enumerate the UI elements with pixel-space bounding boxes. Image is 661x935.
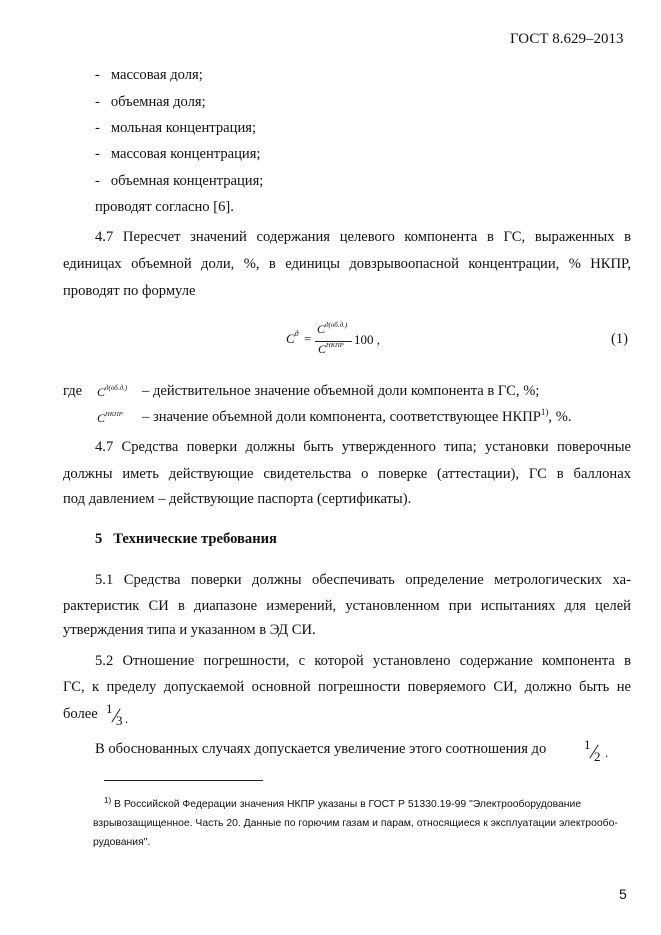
section-title: Технические требования xyxy=(113,531,277,547)
where-symbol-1: $C^{д(об.д.)}$ xyxy=(97,384,128,399)
fraction-one-half: 1 2 . xyxy=(584,737,609,764)
formula-numerator: $C^{д(об.д.)}$ xyxy=(317,321,348,336)
paragraph-line: утверждения типа и указанном в ЭД СИ. xyxy=(63,622,316,638)
paragraph-line: проводят по формуле xyxy=(63,283,196,299)
list-item: - мольная концентрация; xyxy=(95,120,257,136)
paragraph-line: 5.2 Отношение погрешности, с которой установлено содержание компонента в xyxy=(95,653,631,669)
footnote-mark: 1) xyxy=(104,796,112,805)
paragraph-line: единицах объемной доли, %, в единицы довзрывоопасной концентрации, % НКПР, xyxy=(63,256,631,272)
paragraph-line: под давлением – действующие паспорта (сертификаты). xyxy=(63,491,412,507)
footnote-line: $^{1)}$ В Российской Федерации значения НКПР указаны в ГОСТ Р 51330.19-99 "Электрооборудование xyxy=(104,796,582,810)
footnote-line: взрывозащищенное. Часть 20. Данные по горючим газам и парам, относящиеся к эксплуатации электрообо- xyxy=(93,818,618,829)
paragraph-line: более xyxy=(63,706,98,722)
paragraph-line: В обоснованных случаях допускается увеличение этого соотношения до xyxy=(95,741,547,757)
paragraph-line: рактеристик СИ в диапазоне измерений, установленном при испытаниях для целей xyxy=(63,598,631,614)
section-heading xyxy=(95,531,277,548)
list-item: - объемная доля; xyxy=(95,94,206,110)
formula-number: (1) xyxy=(611,331,629,347)
list-item: - массовая концентрация; xyxy=(95,146,261,162)
section-number: 5 xyxy=(95,531,103,547)
list-tail: проводят согласно [6]. xyxy=(95,199,234,215)
paragraph-line: 4.7 Средства поверки должны быть утвержденного типа; установки поверочные xyxy=(95,439,631,455)
page-number: 5 xyxy=(619,886,627,902)
document-header: ГОСТ 8.629–2013 xyxy=(510,31,624,47)
paragraph-line: ГС, к пределу допускаемой основной погрешности поверяемого СИ, должно быть не xyxy=(63,679,631,695)
where-definition-2: – значение объемной доли компонента, соответствующее НКПР$^{1)}$, %. xyxy=(142,407,572,425)
formula-lhs: $C^д$ xyxy=(286,329,299,346)
paragraph-line: 5.1 Средства поверки должны обеспечивать определение метрологических ха- xyxy=(95,572,631,588)
where-definition-1: – действительное значение объемной доли компонента в ГС, %; xyxy=(142,383,540,399)
where-label: где xyxy=(63,383,83,399)
fraction-one-third: 1 3 . xyxy=(106,701,129,728)
formula-denominator: $C^{НКПР}$ xyxy=(318,342,344,356)
footnote-line: рудования". xyxy=(93,837,151,848)
formula-factor: 100 , xyxy=(354,332,380,347)
list-item: - объемная концентрация; xyxy=(95,173,264,189)
list-item: - массовая доля; xyxy=(95,67,203,83)
footnote-separator xyxy=(104,780,263,781)
where-symbol-2: $C^{НКПР}$ xyxy=(97,411,123,425)
paragraph-line: должны иметь действующие свидетельства о поверке (аттестации), ГС в баллонах xyxy=(63,466,631,482)
formula-equals: = xyxy=(304,331,312,346)
paragraph-line: 4.7 Пересчет значений содержания целевого компонента в ГС, выраженных в xyxy=(95,229,631,245)
